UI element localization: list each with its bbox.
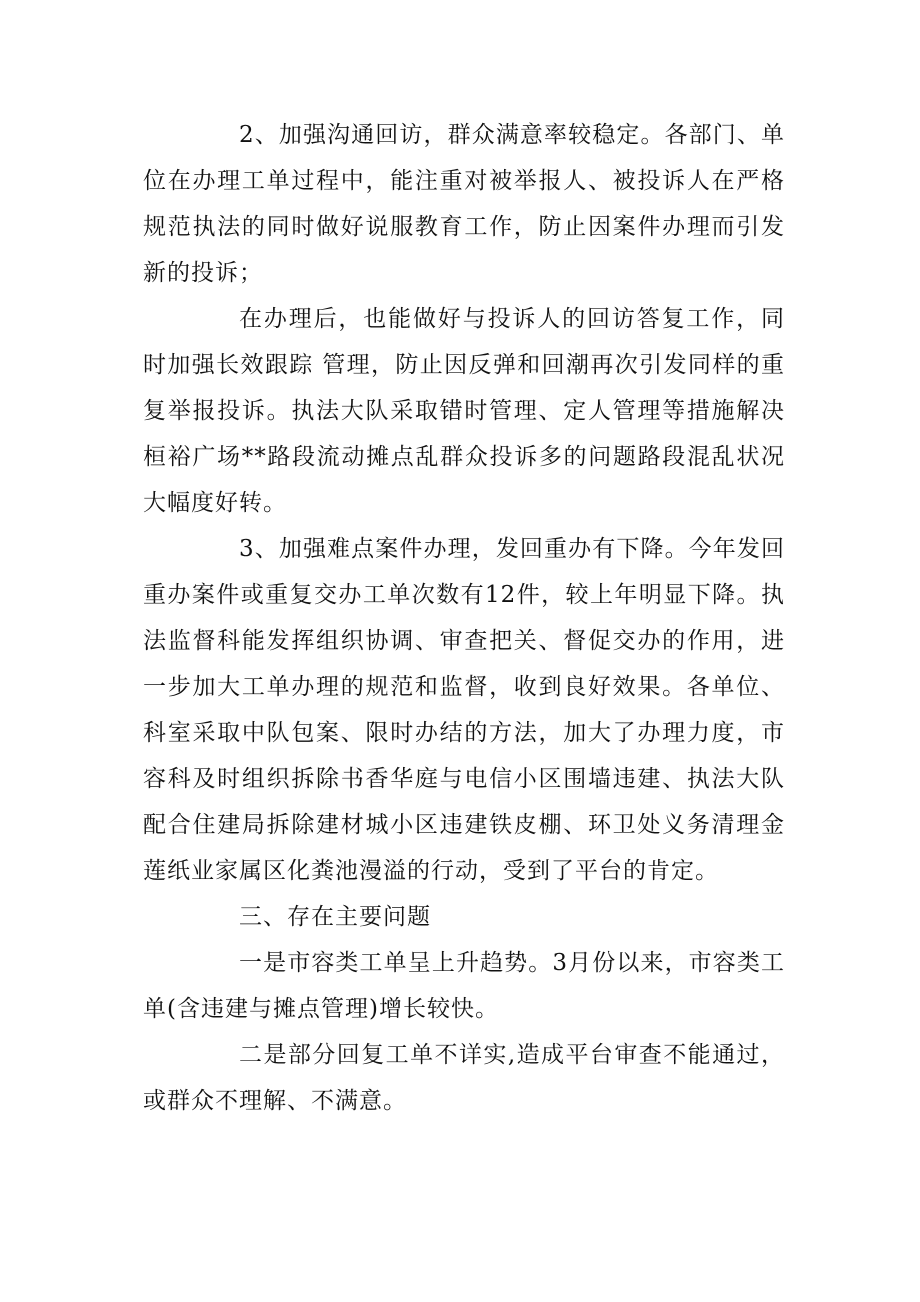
paragraph-communication-followup: 2、加强沟通回访，群众满意率较稳定。各部门、单位在办理工单过程中，能注重对被举报人、被投诉人在严格规范执法的同时做好说服教育工作，防止因案件办理而引发新的投诉；	[143, 122, 785, 286]
paragraph-after-handling: 在办理后，也能做好与投诉人的回访答复工作，同时加强长效跟踪 管理，防止因反弹和回潮再次引发同样的重复举报投诉。执法大队采取错时管理、定人管理等措施解决桓裕广场**路段流动摊点乱群众投诉多的问题路段混乱状况大幅度好转。	[143, 306, 785, 516]
issue-item-2: 二是部分回复工单不详实,造成平台审查不能通过，或群众不理解、不满意。	[143, 1042, 785, 1114]
section-heading-main-problems: 三、存在主要问题	[239, 904, 431, 930]
paragraph-difficult-cases: 3、加强难点案件办理，发回重办有下降。今年发回重办案件或重复交办工单次数有12件，较上年明显下降。执法监督科能发挥组织协调、审查把关、督促交办的作用，进一步加大工单办理的规范和监督，收到良好效果。各单位、科室采取中队包案、限时办结的方法，加大了办理力度，市容科及时组织拆除书香华庭与电信小区围墙违建、执法大队配合住建局拆除建材城小区违建铁皮棚、环卫处义务清理金莲纸业家属区化粪池漫溢的行动，受到了平台的肯定。	[143, 536, 785, 884]
issue-item-1: 一是市容类工单呈上升趋势。3月份以来，市容类工单(含违建与摊点管理)增长较快。	[143, 950, 785, 1022]
document-body	[143, 112, 785, 1124]
